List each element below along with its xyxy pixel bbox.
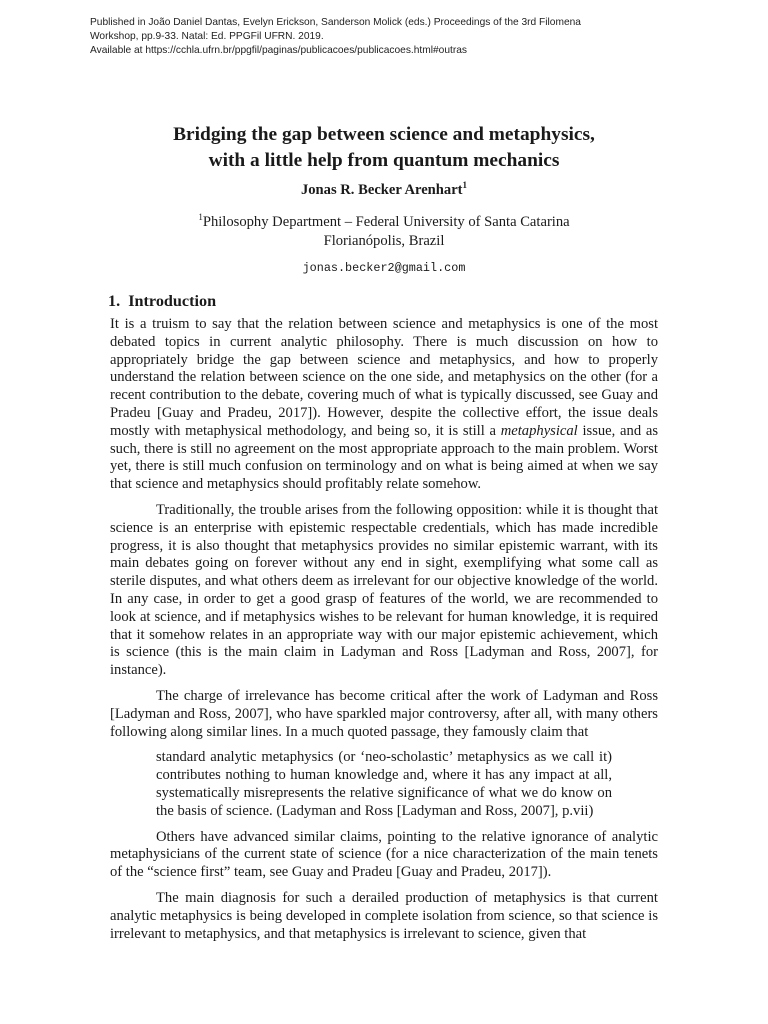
affiliation-location: Florianópolis, Brazil bbox=[323, 233, 445, 249]
body-text bbox=[110, 316, 658, 951]
publication-note-url[interactable]: Available at https://cchla.ufrn.br/ppgfil/paginas/publicacoes/publicacoes.html#outras bbox=[90, 45, 467, 56]
paragraph: The charge of irrelevance has become critical after the work of Ladyman and Ross [Ladyman and Ross, 2007], who have sparkled major controversy, after all, with many others following along similar lines. In a much quoted passage, they famously claim that bbox=[110, 687, 658, 740]
paper-title bbox=[90, 122, 678, 174]
paragraph: Traditionally, the trouble arises from the following opposition: while it is thought that science is an enterprise with epistemic respectable credentials, which has made incredible progress, it is also thought that metaphysics provides no similar epistemic warrant, with its main debates going on forever without any end in sight, exemplifying what some call as sterile disputes, and what others deem as irrelevant for our objective knowledge of the world. In any case, in order to get a good grasp of features of the world, we are recommended to look at science, and if metaphysics wishes to be relevant for human knowledge, it is required that it somehow relates in an appropriate way with our major epistemic achievement, which is science (this is the main claim in Ladyman and Ross [Ladyman and Ross, 2007], for instance). bbox=[110, 501, 658, 679]
publication-note-line: Workshop, pp.9-33. Natal: Ed. PPGFil UFRN. 2019. bbox=[90, 31, 324, 42]
author bbox=[90, 180, 678, 200]
author-name: Jonas R. Becker Arenhart bbox=[300, 182, 463, 198]
publication-note bbox=[90, 16, 690, 58]
block-quote: standard analytic metaphysics (or ‘neo-scholastic’ metaphysics as we call it) contributes nothing to human knowledge and, where it has any impact at all, systematically misrepresents the relative significance of what we do know on the basis of science. (Ladyman and Ross [Ladyman and Ross, 2007], p.vii) bbox=[156, 749, 612, 819]
section-title: Introduction bbox=[128, 292, 217, 310]
section-heading bbox=[108, 290, 216, 312]
affiliation bbox=[90, 213, 678, 251]
section-number: 1. bbox=[108, 292, 121, 310]
author-email[interactable]: jonas.becker2@gmail.com bbox=[302, 261, 466, 275]
author-footnote-mark: 1 bbox=[462, 180, 468, 190]
emphasis: metaphysical bbox=[500, 422, 578, 439]
publication-note-line: Published in João Daniel Dantas, Evelyn Erickson, Sanderson Molick (eds.) Proceedings of the 3rd Filomena bbox=[90, 17, 581, 28]
title-line: with a little help from quantum mechanics bbox=[208, 150, 560, 171]
paragraph: The main diagnosis for such a derailed production of metaphysics is that current analytic metaphysics is being developed in complete isolation from science, so that science is irrelevant to metaphysics, and that metaphysics is irrelevant to science, given that bbox=[110, 889, 658, 942]
affiliation-department: Philosophy Department – Federal University of Santa Catarina bbox=[202, 214, 570, 230]
title-line: Bridging the gap between science and metaphysics, bbox=[173, 124, 595, 145]
paragraph: Others have advanced similar claims, pointing to the relative ignorance of analytic metaphysicians of the current state of science (for a nice characterization of the main tenets of the “science first” team, see Guay and Pradeu [Guay and Pradeu, 2017]). bbox=[110, 828, 658, 881]
affiliation-mark: 1 bbox=[198, 212, 203, 222]
paragraph: It is a truism to say that the relation between science and metaphysics is one of the most debated topics in current analytic philosophy. There is much discussion on how to appropriately bridge the gap between science and metaphysics, and how to properly understand the relation between science on the one side, and metaphysics on the other (for a recent contribution to the debate, covering much of what is typically discussed, see Guay and Pradeu [Guay and Pradeu, 2017]). However, despite the collective effort, the issue deals mostly with metaphysical methodology, and being so, it is still a metaphysical issue, and as such, there is still no agreement on the most appropriate approach to the main problem. Worst yet, there is still much confusion on terminology and on what is being aimed at when we say that science and metaphysics should profitably relate somehow. bbox=[110, 316, 658, 493]
